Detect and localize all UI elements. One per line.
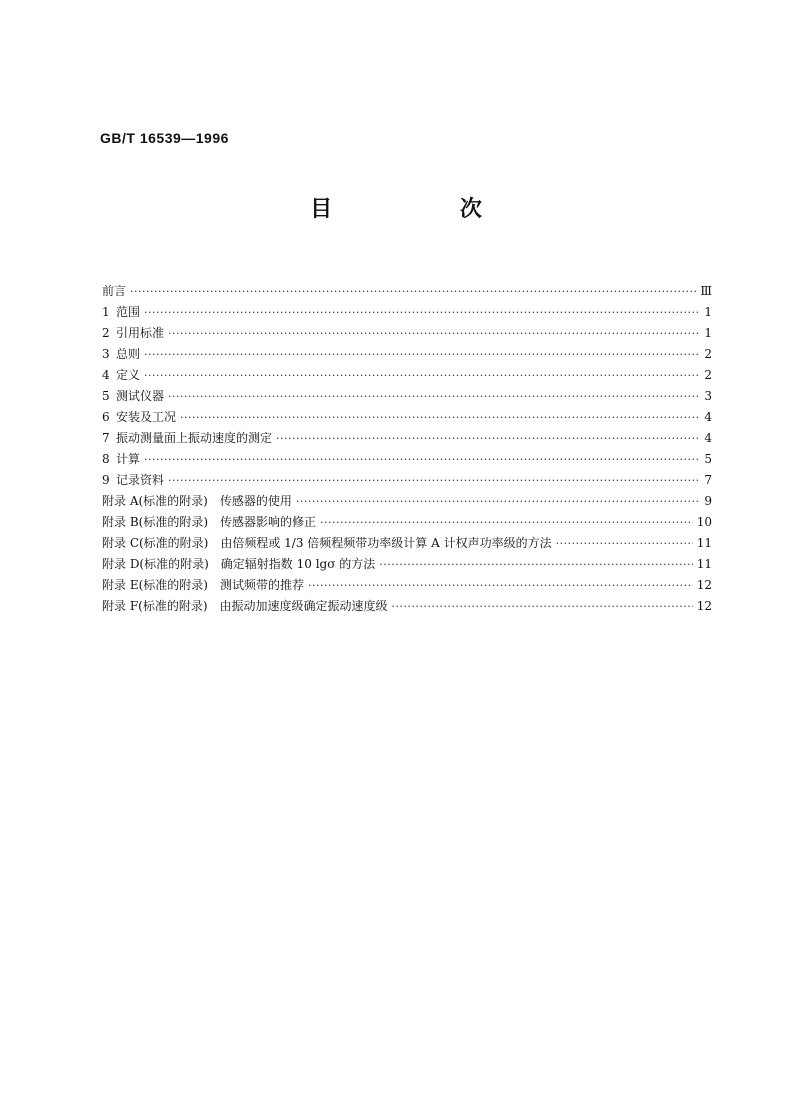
dot-leader xyxy=(180,407,698,428)
toc-entry-page: 4 xyxy=(704,431,712,445)
toc-entry-title: 计算 xyxy=(116,452,141,466)
standard-number: GB/T 16539—1996 xyxy=(100,130,229,146)
dot-leader xyxy=(320,512,693,533)
toc-entry-title: 振动测量面上振动速度的测定 xyxy=(116,431,273,445)
toc-entry-appendix[interactable] xyxy=(102,512,712,533)
toc-entry-number: 8 xyxy=(102,452,110,466)
toc-entry-page: Ⅲ xyxy=(700,284,712,298)
toc-entry-page: 1 xyxy=(704,326,712,340)
toc-entry[interactable] xyxy=(102,344,712,365)
toc-entry-page: 5 xyxy=(704,452,712,466)
toc-entry-number: 2 xyxy=(102,326,110,340)
toc-entry-label xyxy=(102,407,180,428)
toc-entry-title: 引用标准 xyxy=(116,326,165,340)
toc-entry[interactable] xyxy=(102,302,712,323)
toc-entry-label: 附录 D(标准的附录) 确定辐射指数 10 lgσ 的方法 xyxy=(102,557,376,571)
toc-entry-page: 7 xyxy=(704,473,712,487)
toc-entry-page: 10 xyxy=(696,515,712,529)
dot-leader xyxy=(144,344,698,365)
page-title: 目 次 xyxy=(310,196,542,222)
toc-entry-label xyxy=(102,365,144,386)
toc-entry-title: 范围 xyxy=(116,305,141,319)
toc-entry-label: 附录 E(标准的附录) 测试频带的推荐 xyxy=(102,578,304,592)
toc-entry-label xyxy=(102,344,144,365)
toc-entry[interactable] xyxy=(102,323,712,344)
toc-entry-appendix[interactable] xyxy=(102,533,712,554)
toc-entry-title: 总则 xyxy=(116,347,141,361)
dot-leader xyxy=(379,554,692,575)
dot-leader xyxy=(392,596,693,617)
toc-entry[interactable] xyxy=(102,281,712,302)
toc-entry-appendix[interactable] xyxy=(102,596,712,617)
toc-entry[interactable] xyxy=(102,449,712,470)
toc-entry-page: 3 xyxy=(704,389,712,403)
toc-entry-label xyxy=(102,302,144,323)
toc-entry-number: 6 xyxy=(102,410,110,424)
toc-entry-label xyxy=(102,428,276,449)
toc-entry-number: 1 xyxy=(102,305,110,319)
toc-entry-page: 11 xyxy=(696,536,712,550)
toc-entry-number: 4 xyxy=(102,368,110,382)
toc-entry[interactable] xyxy=(102,407,712,428)
toc-entry-label xyxy=(102,323,168,344)
toc-entry-page: 1 xyxy=(704,305,712,319)
toc-entry-number: 7 xyxy=(102,431,110,445)
toc-entry-appendix[interactable] xyxy=(102,575,712,596)
toc-entry-number: 9 xyxy=(102,473,110,487)
toc-entry-label xyxy=(102,449,144,470)
dot-leader xyxy=(168,470,698,491)
dot-leader xyxy=(144,302,698,323)
dot-leader xyxy=(168,323,698,344)
toc-entry-label: 附录 B(标准的附录) 传感器影响的修正 xyxy=(102,515,316,529)
table-of-contents xyxy=(102,281,712,617)
toc-entry-appendix[interactable] xyxy=(102,554,712,575)
toc-entry[interactable] xyxy=(102,365,712,386)
toc-entry-page: 12 xyxy=(696,578,712,592)
dot-leader xyxy=(308,575,693,596)
toc-entry-appendix[interactable] xyxy=(102,491,712,512)
toc-entry[interactable] xyxy=(102,470,712,491)
toc-entry-page: 4 xyxy=(704,410,712,424)
dot-leader xyxy=(168,386,698,407)
toc-entry-label: 附录 F(标准的附录) 由振动加速度级确定振动速度级 xyxy=(102,599,388,613)
toc-entry-title: 测试仪器 xyxy=(116,389,165,403)
toc-entry-title: 记录资料 xyxy=(116,473,165,487)
toc-entry-title: 前言 xyxy=(102,284,127,298)
dot-leader xyxy=(296,491,698,512)
toc-entry-number: 5 xyxy=(102,389,110,403)
toc-entry[interactable] xyxy=(102,428,712,449)
toc-entry[interactable] xyxy=(102,386,712,407)
dot-leader xyxy=(130,281,696,302)
toc-entry-page: 2 xyxy=(704,368,712,382)
dot-leader xyxy=(276,428,698,449)
toc-entry-label xyxy=(102,386,168,407)
dot-leader xyxy=(144,365,698,386)
dot-leader xyxy=(144,449,698,470)
toc-entry-label xyxy=(102,281,130,302)
toc-entry-label xyxy=(102,470,168,491)
toc-entry-label: 附录 C(标准的附录) 由倍频程或 1/3 倍频程频带功率级计算 A 计权声功率级的方法 xyxy=(102,536,552,550)
toc-entry-page: 2 xyxy=(704,347,712,361)
toc-entry-number: 3 xyxy=(102,347,110,361)
toc-entry-label: 附录 A(标准的附录) 传感器的使用 xyxy=(102,494,292,508)
toc-entry-page: 12 xyxy=(696,599,712,613)
toc-entry-title: 安装及工况 xyxy=(116,410,177,424)
toc-entry-page: 11 xyxy=(696,557,712,571)
dot-leader xyxy=(556,533,693,554)
toc-entry-page: 9 xyxy=(704,494,712,508)
toc-entry-title: 定义 xyxy=(116,368,141,382)
